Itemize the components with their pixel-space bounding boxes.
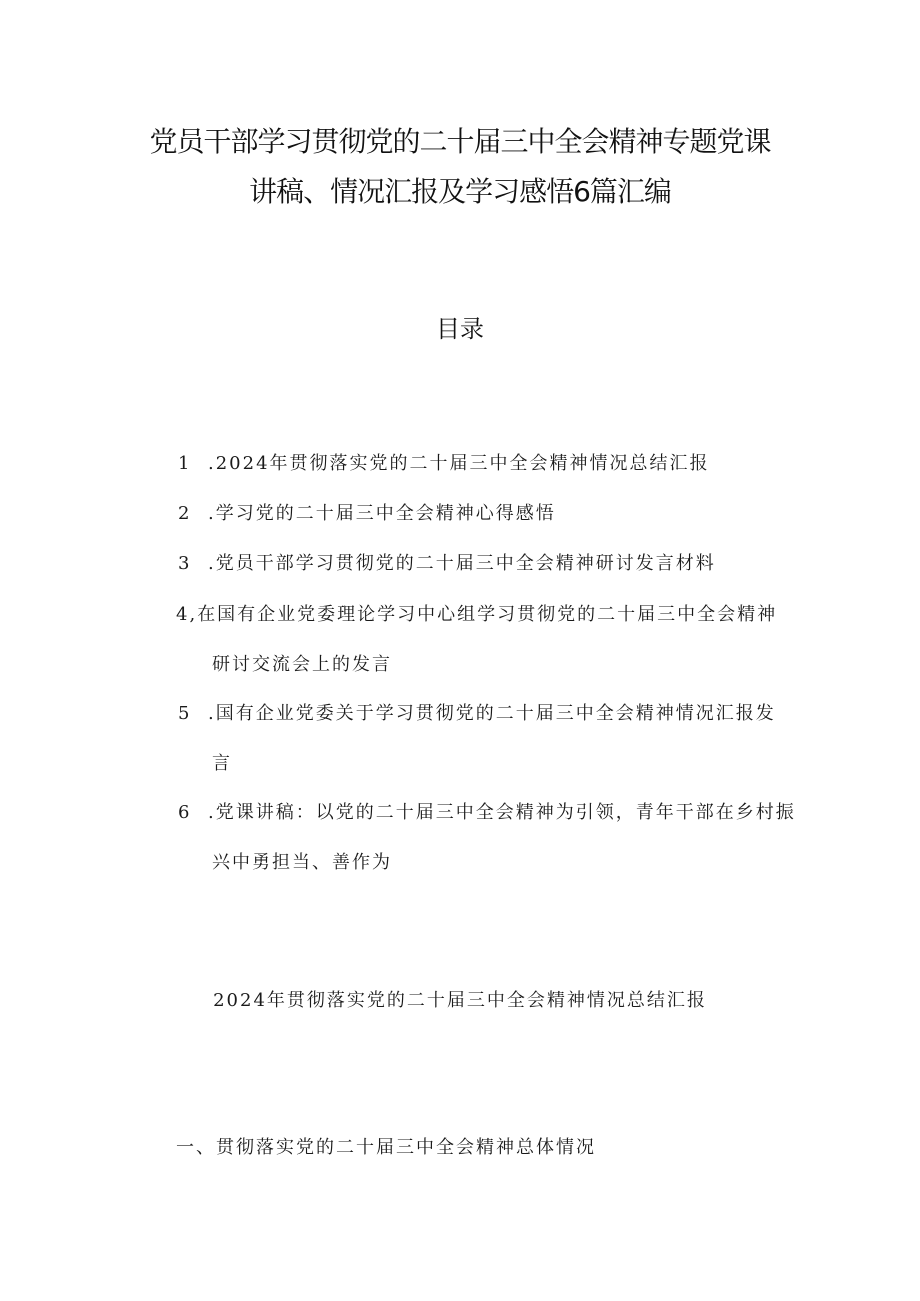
toc-item-separator: . <box>208 802 216 823</box>
toc-item-4[interactable] <box>176 600 777 626</box>
toc-heading: 目录 <box>436 315 484 343</box>
toc-item-6-continuation: 兴中勇担当、善作为 <box>212 852 392 873</box>
toc-item-separator: . <box>208 453 216 474</box>
section-title: 2024年贯彻落实党的二十届三中全会精神情况总结汇报 <box>213 990 707 1011</box>
toc-item-separator: , <box>189 604 198 625</box>
toc-item-1[interactable] <box>178 449 710 475</box>
toc-item-text: 在国有企业党委理论学习中心组学习贯彻党的二十届三中全会精神 <box>197 604 778 625</box>
document-title-line-2: 讲稿、情况汇报及学习感悟6篇汇编 <box>249 175 671 208</box>
toc-item-text: 2024年贯彻落实党的二十届三中全会精神情况总结汇报 <box>215 453 710 474</box>
toc-item-number: 2 <box>178 503 192 524</box>
toc-item-5[interactable] <box>178 699 776 725</box>
toc-item-number: 1 <box>178 453 192 474</box>
toc-item-text: 党课讲稿：以党的二十届三中全会精神为引领，青年干部在乡村振 <box>215 802 796 823</box>
toc-item-text: 党员干部学习贯彻党的二十届三中全会精神研讨发言材料 <box>215 553 716 574</box>
toc-item-number: 4 <box>176 604 190 625</box>
toc-item-3[interactable] <box>178 549 716 575</box>
toc-item-separator: . <box>208 503 216 524</box>
toc-item-number: 5 <box>178 703 192 724</box>
toc-item-2[interactable] <box>178 499 556 525</box>
toc-item-6[interactable] <box>178 798 796 824</box>
toc-item-5-continuation: 言 <box>212 753 232 774</box>
toc-item-4-continuation: 研讨交流会上的发言 <box>212 654 392 675</box>
toc-item-separator: . <box>208 703 216 724</box>
section-heading-1: 一、贯彻落实党的二十届三中全会精神总体情况 <box>176 1137 596 1158</box>
toc-item-text: 学习党的二十届三中全会精神心得感悟 <box>215 503 556 524</box>
document-title-line-1: 党员干部学习贯彻党的二十届三中全会精神专题党课 <box>149 125 771 158</box>
toc-item-number: 6 <box>178 802 192 823</box>
toc-item-number: 3 <box>178 553 192 574</box>
toc-item-separator: . <box>208 553 216 574</box>
toc-item-text: 国有企业党委关于学习贯彻党的二十届三中全会精神情况汇报发 <box>215 703 776 724</box>
